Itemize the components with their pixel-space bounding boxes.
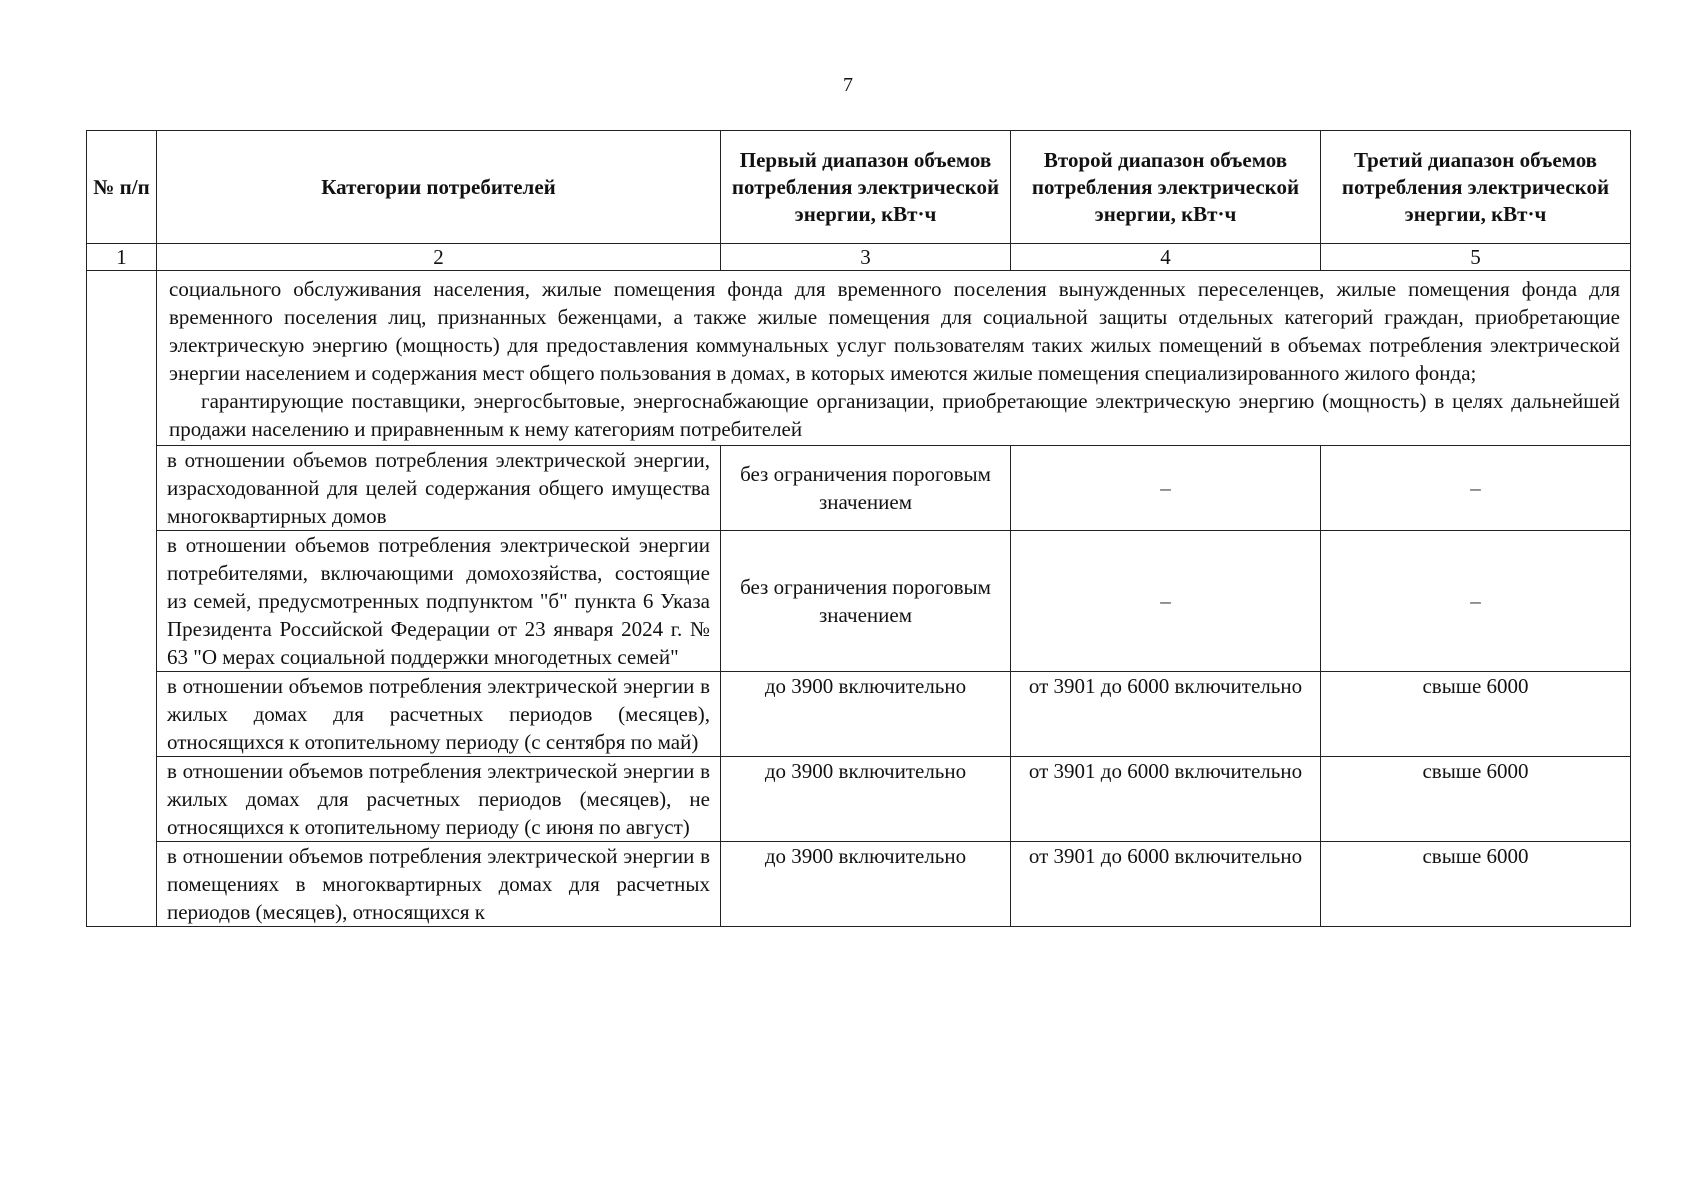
- range2-cell: –: [1011, 531, 1321, 672]
- page-number: 7: [843, 74, 853, 96]
- range1-cell: до 3900 включительно: [721, 842, 1011, 927]
- range2-cell: от 3901 до 6000 включительно: [1011, 842, 1321, 927]
- category-cell: в отношении объемов потребления электрической энергии потребителями, включающими домохозяйства, состоящие из семей, предусмотренных подпунктом "б" пункта 6 Указа Президента Российской Федерации от 23 января 2024 г. № 63 "О мерах социальной поддержки многодетных семей": [157, 531, 721, 672]
- table-row: [87, 446, 1631, 531]
- continuation-row: [87, 271, 1631, 446]
- range1-cell: до 3900 включительно: [721, 757, 1011, 842]
- range3-cell: –: [1321, 446, 1631, 531]
- category-cell: в отношении объемов потребления электрической энергии в помещениях в многоквартирных домах для расчетных периодов (месяцев), относящихся к: [157, 842, 721, 927]
- table-row: [87, 531, 1631, 672]
- continuation-paragraph: социального обслуживания населения, жилые помещения фонда для временного поселения вынужденных переселенцев, жилые помещения фонда для временного поселения лиц, признанных беженцами, а также жилые помещения для социальной защиты отдельных категорий граждан, приобретающие электрическую энергию (мощность) для предоставления коммунальных услуг пользователям таких жилых помещений в объемах потребления электрической энергии населением и содержания мест общего пользования в домах, в которых имеются жилые помещения специализированного жилого фонда;: [169, 277, 1620, 385]
- header-range3: Третий диапазон объемов потребления электрической энергии, кВт·ч: [1321, 131, 1631, 244]
- column-number: 1: [87, 244, 157, 271]
- table-header-row: [87, 131, 1631, 244]
- category-cell: в отношении объемов потребления электрической энергии в жилых домах для расчетных периодов (месяцев), относящихся к отопительному периоду (с сентября по май): [157, 672, 721, 757]
- range2-cell: –: [1011, 446, 1321, 531]
- range1-cell: до 3900 включительно: [721, 672, 1011, 757]
- table-row: [87, 757, 1631, 842]
- table-row: [87, 672, 1631, 757]
- range1-cell: без ограничения пороговым значением: [721, 531, 1011, 672]
- column-number: 5: [1321, 244, 1631, 271]
- category-cell: в отношении объемов потребления электрической энергии, израсходованной для целей содержания общего имущества многоквартирных домов: [157, 446, 721, 531]
- range3-cell: –: [1321, 531, 1631, 672]
- column-number-row: [87, 244, 1631, 271]
- continuation-text: [157, 271, 1631, 446]
- header-category: Категории потребителей: [157, 131, 721, 244]
- range2-cell: от 3901 до 6000 включительно: [1011, 757, 1321, 842]
- category-cell: в отношении объемов потребления электрической энергии в жилых домах для расчетных периодов (месяцев), не относящихся к отопительному периоду (с июня по август): [157, 757, 721, 842]
- header-num: № п/п: [87, 131, 157, 244]
- header-range2: Второй диапазон объемов потребления электрической энергии, кВт·ч: [1011, 131, 1321, 244]
- continuation-paragraph: гарантирующие поставщики, энергосбытовые, энергоснабжающие организации, приобретающие электрическую энергию (мощность) в целях дальнейшей продажи населению и приравненным к нему категориям потребителей: [169, 389, 1620, 441]
- range2-cell: от 3901 до 6000 включительно: [1011, 672, 1321, 757]
- column-number: 3: [721, 244, 1011, 271]
- consumption-ranges-table: [86, 130, 1631, 927]
- column-number: 2: [157, 244, 721, 271]
- range3-cell: свыше 6000: [1321, 842, 1631, 927]
- table-row: [87, 842, 1631, 927]
- column-number: 4: [1011, 244, 1321, 271]
- empty-num-cell: [87, 271, 157, 927]
- range3-cell: свыше 6000: [1321, 672, 1631, 757]
- range1-cell: без ограничения пороговым значением: [721, 446, 1011, 531]
- range3-cell: свыше 6000: [1321, 757, 1631, 842]
- header-range1: Первый диапазон объемов потребления электрической энергии, кВт·ч: [721, 131, 1011, 244]
